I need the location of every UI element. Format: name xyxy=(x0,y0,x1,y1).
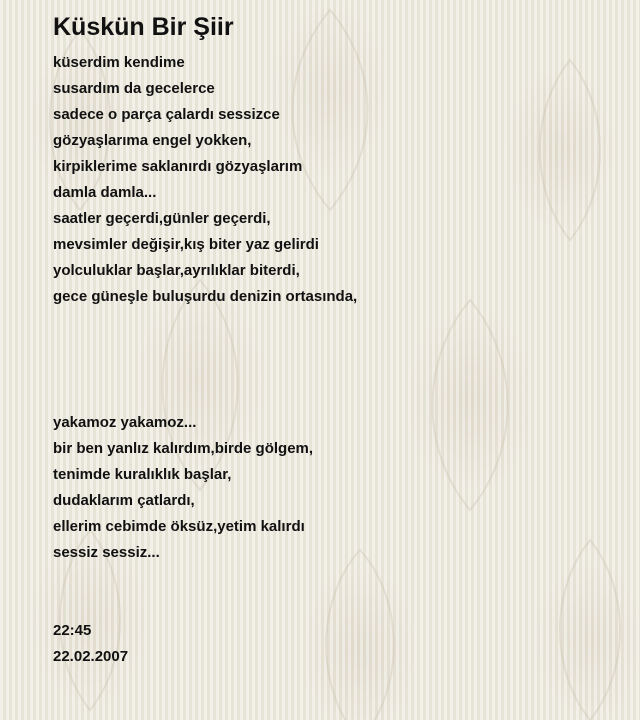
poem-line: gözyaşlarıma engel yokken, xyxy=(53,132,252,149)
poem-container xyxy=(53,10,613,670)
poem-date: 22.02.2007 xyxy=(53,648,129,665)
poem-line: sadece o parça çalardı sessizce xyxy=(53,106,280,123)
poem-line: tenimde kuralıklık başlar, xyxy=(53,466,232,483)
poem-stanza-1 xyxy=(53,50,613,310)
poem-line: bir ben yanlız kalırdım,birde gölgem, xyxy=(53,440,314,457)
poem-timestamp xyxy=(53,618,613,670)
poem-line: damla damla... xyxy=(53,184,157,201)
poem-line: saatler geçerdi,günler geçerdi, xyxy=(53,210,271,227)
poem-line: küserdim kendime xyxy=(53,54,185,71)
poem-line: ellerim cebimde öksüz,yetim kalırdı xyxy=(53,518,305,535)
poem-line: mevsimler değişir,kış biter yaz gelirdi xyxy=(53,236,319,253)
poem-line: susardım da gecelerce xyxy=(53,80,215,97)
poem-line: dudaklarım çatlardı, xyxy=(53,492,195,509)
poem-title: Küskün Bir Şiir xyxy=(53,13,234,41)
poem-line: sessiz sessiz... xyxy=(53,544,160,561)
poem-line: gece güneşle buluşurdu denizin ortasında, xyxy=(53,288,358,305)
poem-line: yolculuklar başlar,ayrılıklar biterdi, xyxy=(53,262,300,279)
poem-line: kirpiklerime saklanırdı gözyaşlarım xyxy=(53,158,303,175)
poem-time: 22:45 xyxy=(53,622,92,639)
poem-line: yakamoz yakamoz... xyxy=(53,414,197,431)
poem-stanza-2 xyxy=(53,410,613,566)
